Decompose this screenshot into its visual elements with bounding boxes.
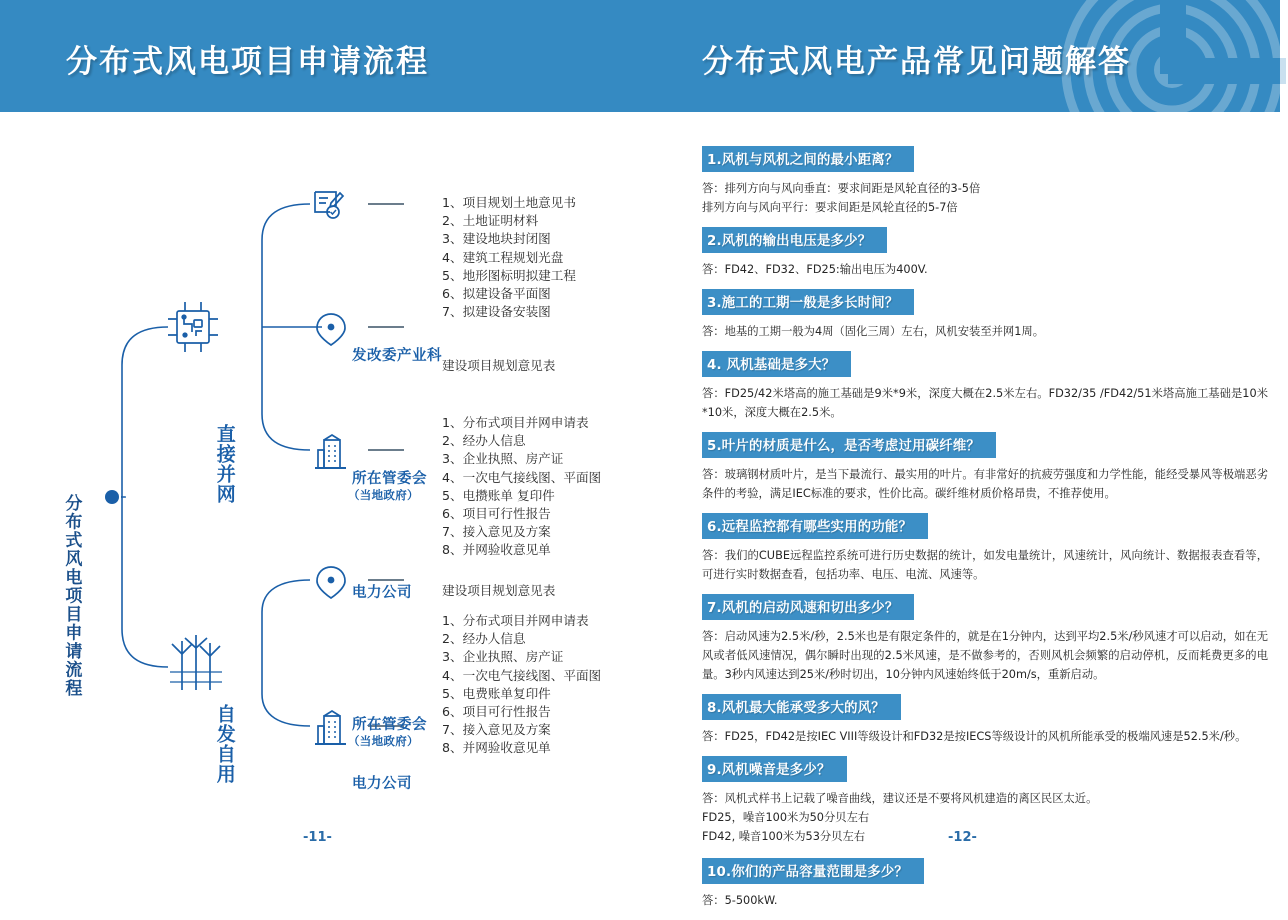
- doc-list-item: 4、一次电气接线图、平面图: [442, 469, 602, 485]
- faq-answer-line: 答：地基的工期一般为4周（固化三周）左右，风机安装至并网1周。: [702, 325, 1044, 338]
- doc-list-item: 4、建筑工程规划光盘: [442, 249, 564, 265]
- faq-answer: [702, 891, 1268, 910]
- faq-question: 10.你们的产品容量范围是多少？: [702, 858, 924, 884]
- header-left: [0, 0, 640, 112]
- node-label-ndrc: 发改委产业科: [352, 348, 442, 364]
- faq-answer-line: 答：我们的CUBE远程监控系统可进行历史数据的统计，如发电量统计，风速统计，风向统计、数据报表查看等，可进行实时数据查看，包括功率、电压、电流、风速等。: [702, 549, 1268, 581]
- office-building-icon: [315, 435, 346, 468]
- circuit-chip-icon: [168, 302, 218, 352]
- faq-item: [702, 289, 1268, 341]
- faq-question: 7.风机的启动风速和切出多少？: [702, 594, 914, 620]
- faq-question: 4. 风机基础是多大？: [702, 351, 851, 377]
- doc-item-committee-1: 建设项目规划意见表: [442, 358, 556, 373]
- doc-list-item: 6、拟建设备平面图: [442, 286, 551, 302]
- page-number-left: -11-: [303, 830, 332, 845]
- faq-answer-line: 答：FD25/42米塔高的施工基础是9米*9米，深度大概在2.5米左右。FD32/35 /FD42/51米塔高施工基础是10米*10米，深度大概在2.5米。: [702, 387, 1268, 419]
- faq-item: [702, 594, 1268, 684]
- faq-question: 6.远程监控都有哪些实用的功能？: [702, 513, 928, 539]
- header-right: [640, 0, 1280, 112]
- faq-answer: [702, 179, 1268, 217]
- doc-list-item: 7、接入意见及方案: [442, 722, 551, 738]
- doc-list-item: 8、并网验收意见单: [442, 542, 551, 558]
- office-building-icon: [315, 711, 346, 744]
- doc-list-item: 8、并网验收意见单: [442, 740, 551, 756]
- faq-answer: [702, 727, 1268, 746]
- faq-answer-line: 排列方向与风向平行：要求间距是风轮直径的5-7倍: [702, 201, 958, 214]
- faq-question: 2.风机的输出电压是多少？: [702, 227, 887, 253]
- faq-answer: [702, 546, 1268, 584]
- doc-list-power-company-1: [442, 414, 601, 560]
- faq-item: [702, 351, 1268, 422]
- faq-item: [702, 858, 1268, 910]
- faq-question: 8.风机最大能承受多大的风？: [702, 694, 901, 720]
- doc-list-item: 6、项目可行性报告: [442, 704, 551, 720]
- faq-answer-line: 答：5-500kW.: [702, 894, 778, 907]
- faq-answer: [702, 627, 1268, 684]
- faq-answer: [702, 322, 1268, 341]
- doc-list-item: 5、电费账单复印件: [442, 685, 551, 701]
- doc-list-item: 1、分布式项目并网申请表: [442, 613, 589, 628]
- faq-answer: [702, 789, 1268, 846]
- doc-list-item: 1、分布式项目并网申请表: [442, 415, 589, 430]
- faq-answer: [702, 465, 1268, 503]
- doc-list-item: 7、拟建设备安装图: [442, 304, 551, 320]
- doc-list-item: 4、一次电气接线图、平面图: [442, 667, 602, 683]
- doc-list-item: 3、企业执照、房产证: [442, 649, 564, 665]
- node-label-power-company-1: 电力公司: [352, 585, 412, 601]
- faq-answer-line: 答：FD25，FD42是按IEC VIII等级设计和FD32是按IECS等级设计的风机所能承受的极端风速是52.5米/秒。: [702, 730, 1247, 743]
- branch-label-direct-grid: 直接并网: [213, 424, 236, 504]
- faq-question: 3.施工的工期一般是多长时间？: [702, 289, 914, 315]
- faq-answer-line: 答：启动风速为2.5米/秒，2.5米也是有限定条件的，就是在1分钟内，达到平均2.5米/秒风速才可以启动，如在无风或者低风速情况，偶尔瞬时出现的2.5米风速，是不做参考的，否则风机会频繁的启动停机，反而耗费更多的电量。3秒内风速达到25米/秒时切出，10分钟内风速始终低于20m/s，重新启动。: [702, 630, 1268, 681]
- left-page-title: 分布式风电项目申请流程: [66, 44, 429, 79]
- doc-item-committee-2: 建设项目规划意见表: [442, 583, 556, 598]
- node-sub-committee-2: （当地政府）: [348, 734, 419, 748]
- faq-answer: [702, 260, 1268, 279]
- doc-list-item: 1、项目规划土地意见书: [442, 195, 576, 210]
- location-pin-icon: [317, 314, 345, 345]
- faq-question: 5.叶片的材质是什么，是否考虑过用碳纤维？: [702, 432, 996, 458]
- node-sub-committee-1: （当地政府）: [348, 488, 419, 502]
- doc-list-item: 3、建设地块封闭图: [442, 231, 551, 247]
- faq-answer-line: 答：风机式样书上记载了噪音曲线，建议还是不要将风机建造的离区民区太近。: [702, 792, 1098, 805]
- location-pin-icon: [317, 567, 345, 598]
- doc-list-power-company-2: [442, 612, 601, 758]
- doc-list-ndrc: [442, 194, 576, 321]
- document-edit-icon: [315, 192, 343, 218]
- faq-item: [702, 432, 1268, 503]
- faq-question: 1.风机与风机之间的最小距离？: [702, 146, 914, 172]
- node-label-committee-1: 所在管委会: [352, 471, 427, 487]
- page-number-right: -12-: [948, 830, 977, 845]
- faq-item: [702, 513, 1268, 584]
- root-label: 分布式风电项目申请流程: [61, 494, 82, 698]
- right-page-title: 分布式风电产品常见问题解答: [702, 44, 1131, 79]
- faq-page: [640, 112, 1280, 907]
- faq-answer-line: 答：玻璃钢材质叶片，是当下最流行、最实用的叶片。有非常好的抗疲劳强度和力学性能，能经受暴风等极端恶劣条件的考验，满足IEC标准的要求，性价比高。碳纤维材质价格昂贵，不推荐使用。: [702, 468, 1268, 500]
- header-band: [0, 0, 1280, 112]
- faq-list: [702, 146, 1268, 920]
- faq-item: [702, 227, 1268, 279]
- branch-label-self-use: 自发自用: [213, 704, 236, 784]
- faq-answer-line: 答：排列方向与风向垂直：要求间距是风轮直径的3-5倍: [702, 182, 981, 195]
- faq-item: [702, 756, 1268, 846]
- faq-item: [702, 146, 1268, 217]
- doc-list-item: 7、接入意见及方案: [442, 524, 551, 540]
- doc-list-item: 5、电攒账单 复印件: [442, 487, 555, 503]
- faq-question: 9.风机噪音是多少？: [702, 756, 847, 782]
- node-label-committee-2: 所在管委会: [352, 717, 427, 733]
- doc-list-item: 3、企业执照、房产证: [442, 451, 564, 467]
- wind-turbine-icon: [170, 635, 222, 690]
- faq-answer-line: 答：FD42、FD32、FD25:输出电压为400V.: [702, 263, 928, 276]
- faq-answer-line: FD42, 噪音100米为53分贝左右: [702, 830, 866, 843]
- node-label-power-company-2: 电力公司: [352, 776, 412, 792]
- doc-list-item: 2、经办人信息: [442, 631, 526, 647]
- doc-list-item: 5、地形图标明拟建工程: [442, 267, 576, 283]
- doc-list-item: 6、项目可行性报告: [442, 506, 551, 522]
- faq-answer-line: FD25，噪音100米为50分贝左右: [702, 811, 870, 824]
- doc-list-item: 2、经办人信息: [442, 433, 526, 449]
- faq-answer: [702, 384, 1268, 422]
- doc-list-item: 2、土地证明材料: [442, 213, 539, 229]
- flow-diagram-page: [0, 112, 640, 874]
- faq-item: [702, 694, 1268, 746]
